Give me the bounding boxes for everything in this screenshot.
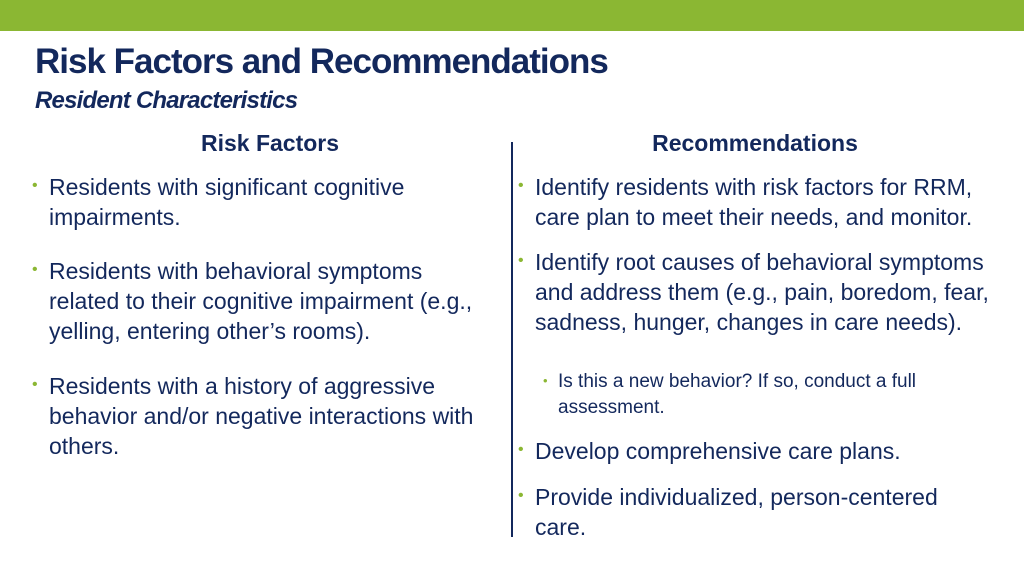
bullet-icon: •: [518, 252, 524, 269]
bullet-icon: •: [32, 261, 38, 278]
risk-factor-text: Residents with behavioral symptoms related to their cognitive impairment (e.g., yelling, entering other’s rooms).: [49, 258, 473, 344]
risk-factor-item: [32, 172, 469, 232]
recommendation-item: [518, 172, 1015, 232]
bullet-icon: •: [518, 487, 524, 504]
bullet-icon: •: [32, 376, 38, 393]
slide-title: Risk Factors and Recommendations: [35, 42, 608, 81]
bullet-icon: •: [518, 441, 524, 458]
risk-factor-item: [32, 256, 489, 346]
header-accent-bar: [0, 0, 1024, 31]
column-divider: [511, 142, 513, 537]
recommendation-sub-item: [543, 369, 978, 421]
risk-factor-item: [32, 371, 489, 461]
recommendations-heading: Recommendations: [652, 130, 858, 156]
slide-subtitle: Resident Characteristics: [35, 87, 298, 114]
recommendation-item: [518, 436, 1000, 466]
bullet-icon: •: [518, 177, 524, 194]
sub-bullet-icon: •: [543, 373, 548, 388]
recommendation-item: [518, 482, 975, 542]
recommendation-text: Provide individualized, person-centered care.: [535, 484, 938, 540]
recommendation-text: Identify residents with risk factors for RRM, care plan to meet their needs, and monitor.: [535, 174, 973, 230]
bullet-icon: •: [32, 177, 38, 194]
risk-factors-heading: Risk Factors: [200, 130, 340, 156]
recommendation-text: Develop comprehensive care plans.: [535, 438, 901, 464]
recommendation-text: Identify root causes of behavioral symptoms and address them (e.g., pain, boredom, fear, sadness, hunger, changes in care needs).: [535, 249, 989, 335]
risk-factor-text: Residents with a history of aggressive behavior and/or negative interactions with others.: [49, 373, 474, 459]
recommendation-item: [518, 247, 1000, 337]
risk-factor-text: Residents with significant cognitive impairments.: [49, 174, 405, 230]
recommendation-sub-text: Is this a new behavior? If so, conduct a full assessment.: [558, 371, 917, 418]
